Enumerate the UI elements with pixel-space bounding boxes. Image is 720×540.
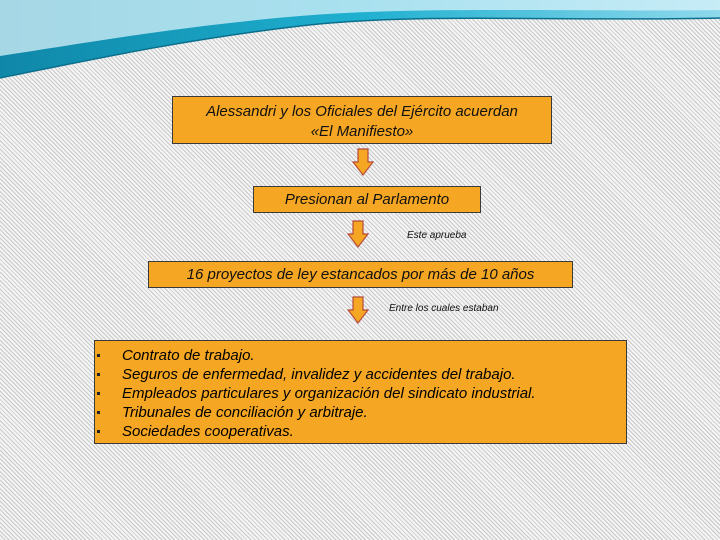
list-item-text: Empleados particulares y organización del sindicato industrial. <box>122 385 536 402</box>
projects-label: 16 proyectos de ley estancados por más de 10 años <box>186 266 535 283</box>
list-item <box>122 422 536 441</box>
list-item <box>122 346 536 365</box>
list-item <box>122 365 536 384</box>
bullet-icon <box>97 430 100 433</box>
down-arrow-icon <box>352 148 374 176</box>
list-item <box>122 384 536 403</box>
press-box <box>253 186 481 213</box>
bullet-icon <box>97 373 100 376</box>
down-arrow-icon <box>347 296 369 324</box>
manifest-box <box>172 96 552 144</box>
bullet-icon <box>97 354 100 357</box>
bullet-icon <box>97 411 100 414</box>
list-item <box>122 403 536 422</box>
among-note: Entre los cuales estaban <box>389 303 499 314</box>
approves-note: Este aprueba <box>407 230 467 241</box>
header-wave <box>0 0 720 90</box>
manifest-line-1: Alessandri y los Oficiales del Ejército acuerdan <box>206 103 518 120</box>
items-list <box>122 346 536 441</box>
list-item-text: Tribunales de conciliación y arbitraje. <box>122 404 368 421</box>
projects-box <box>148 261 573 288</box>
manifest-line-2: «El Manifiesto» <box>310 123 414 140</box>
list-item-text: Contrato de trabajo. <box>122 347 255 364</box>
list-item-text: Sociedades cooperativas. <box>122 423 294 440</box>
list-item-text: Seguros de enfermedad, invalidez y accidentes del trabajo. <box>122 366 516 383</box>
down-arrow-icon <box>347 220 369 248</box>
bullet-icon <box>97 392 100 395</box>
press-label: Presionan al Parlamento <box>284 191 450 208</box>
